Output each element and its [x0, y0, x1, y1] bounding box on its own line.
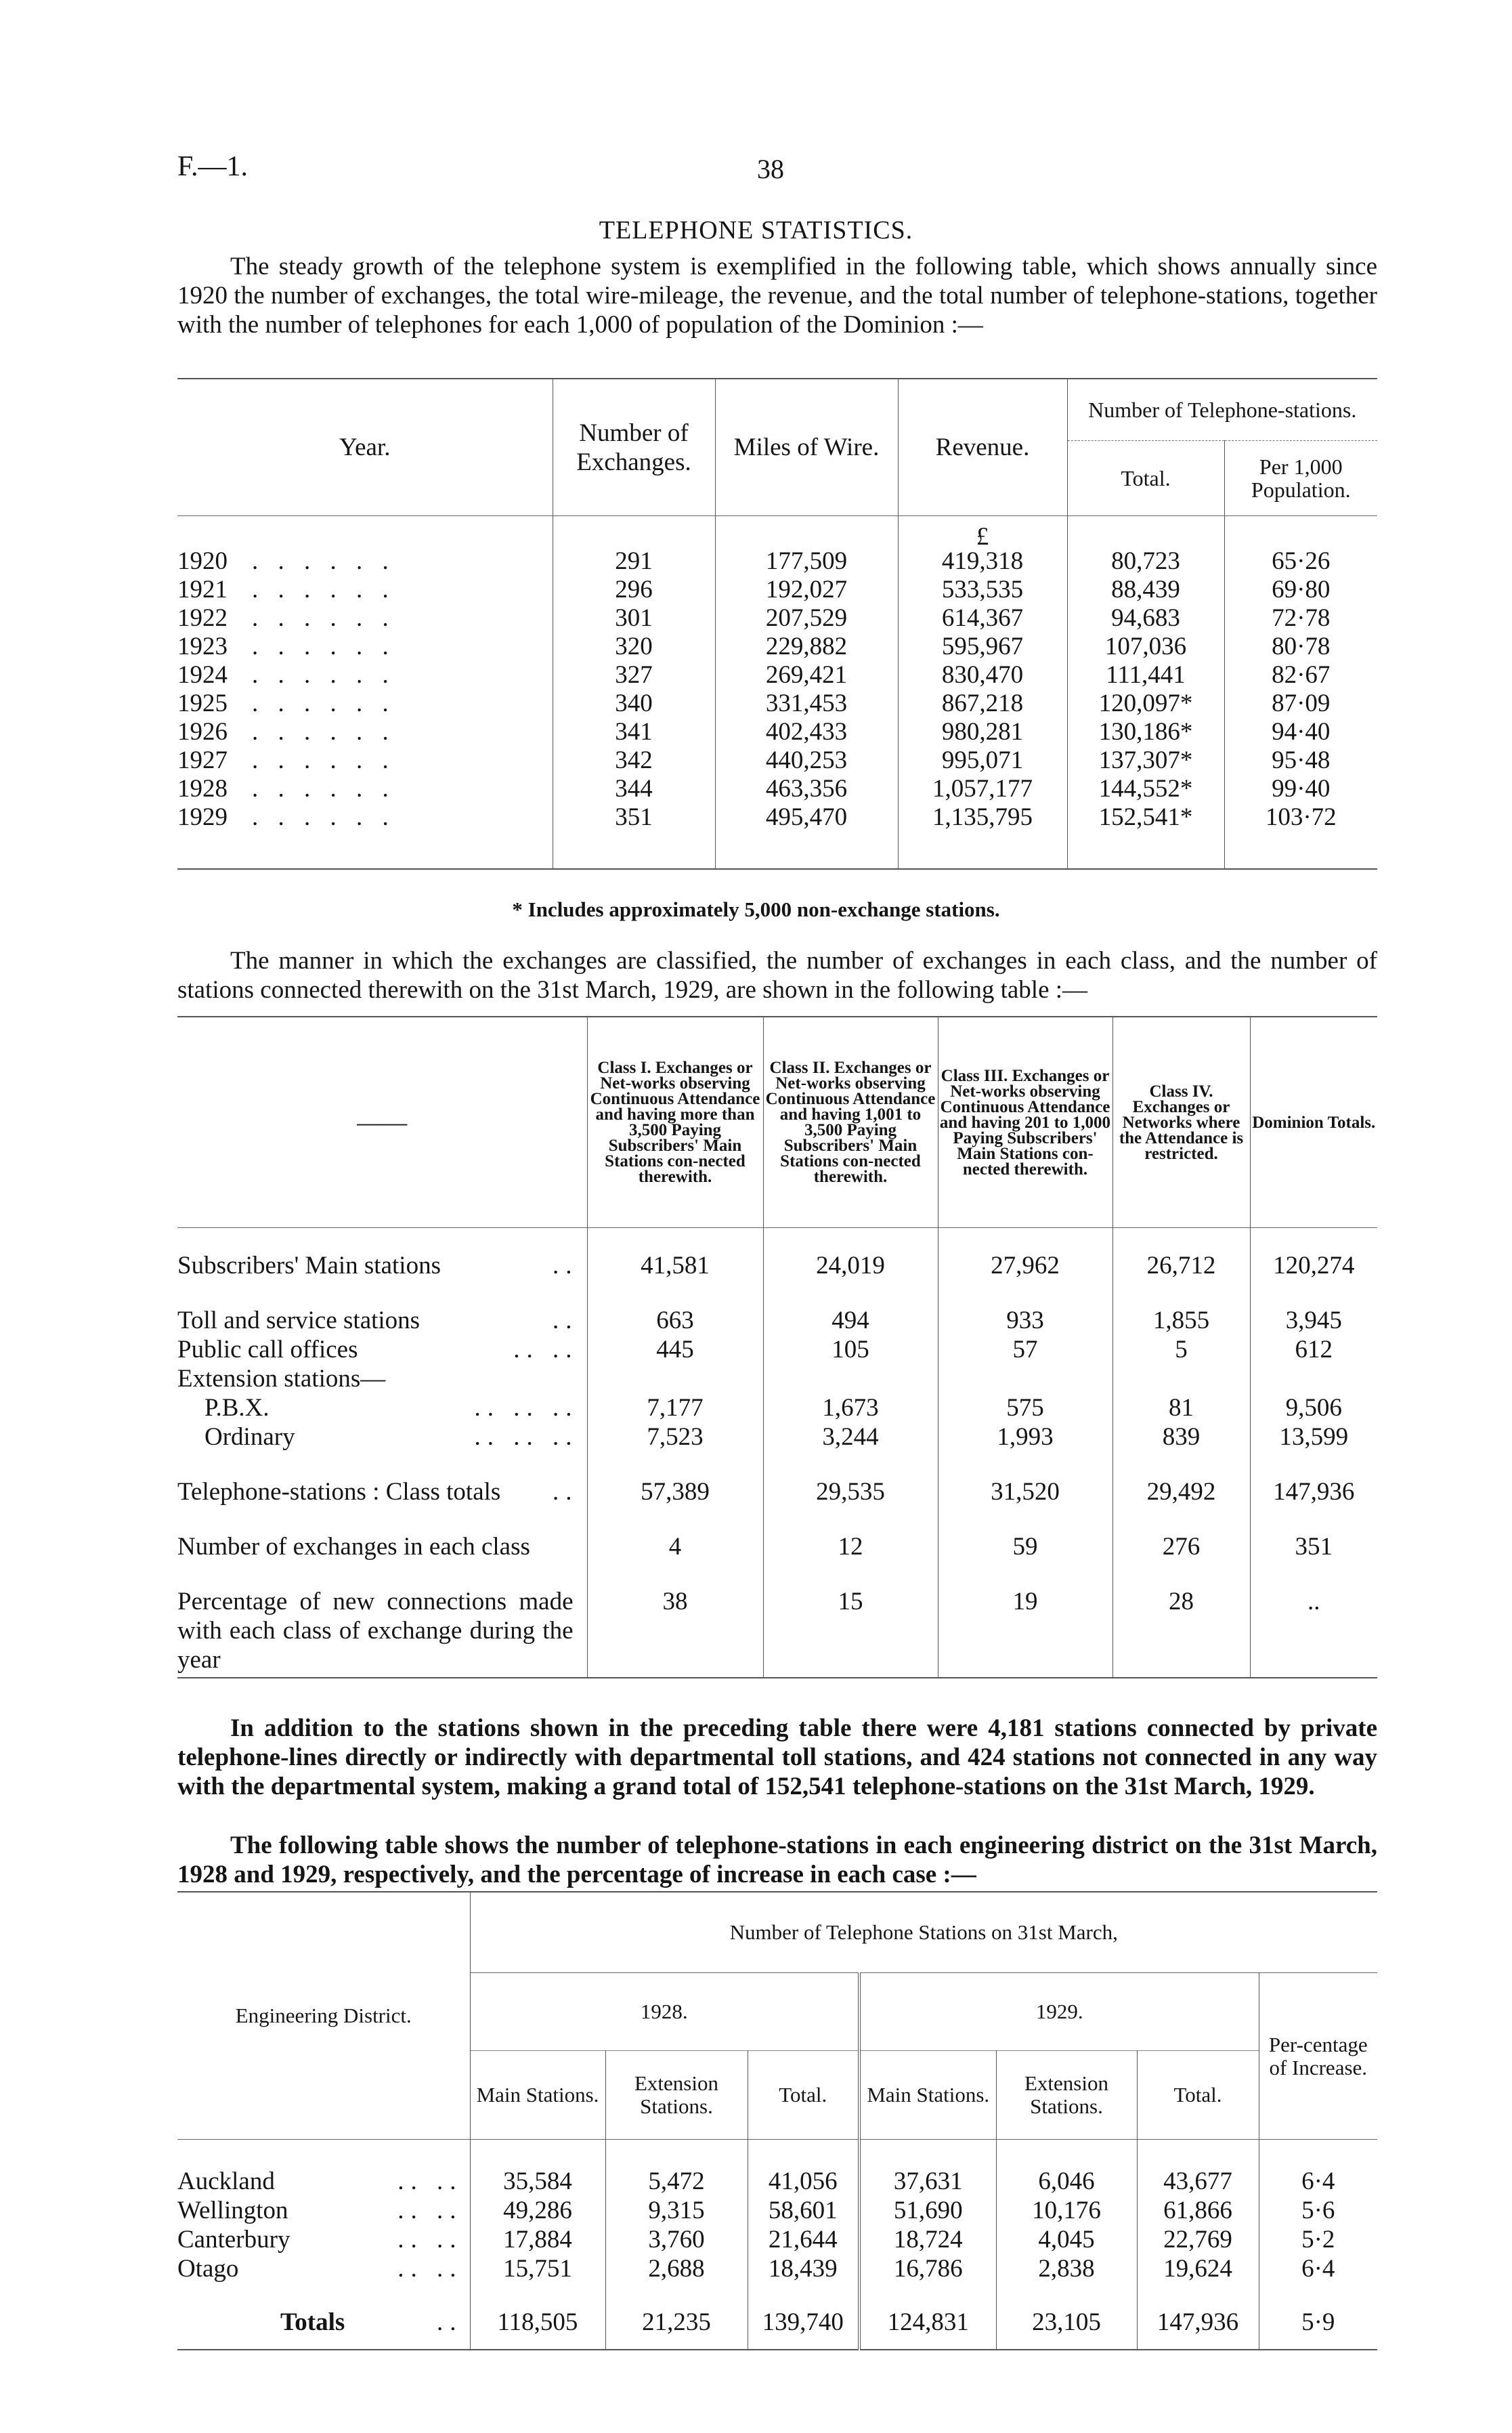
- additional-stations-paragraph: [177, 1714, 1377, 1801]
- class-value-cell: 1,855: [1113, 1280, 1250, 1335]
- m29-cell: 16,786: [859, 2254, 996, 2283]
- district-stations-table: [177, 1891, 1377, 2350]
- t28-cell: 58,601: [748, 2196, 859, 2225]
- pct-cell: 6·4: [1301, 2255, 1335, 2283]
- per1000-cell: 103·72: [1265, 803, 1337, 831]
- class-value-cell: [763, 1364, 938, 1393]
- revenue-cell: 533,535: [898, 576, 1067, 604]
- dot-leader: .. ..: [397, 2167, 463, 2195]
- dot-leader: .. ..: [397, 2197, 463, 2224]
- class-row: [177, 1364, 1377, 1393]
- class-value-cell: [1250, 1364, 1377, 1393]
- miles-header: Miles of Wire.: [715, 379, 898, 516]
- per1000-cell: 99·40: [1272, 775, 1331, 803]
- class-value-cell: 24,019: [763, 1228, 938, 1281]
- class-value-cell: ..: [1308, 1588, 1320, 1615]
- year-1929-header: 1929.: [859, 1973, 1259, 2051]
- miles-cell: 495,470: [715, 803, 898, 832]
- class-value-cell: 7,177: [587, 1393, 763, 1422]
- class-row: [177, 1228, 1377, 1281]
- row-label-cell: [177, 1452, 587, 1506]
- dot-leader: . . . . . .: [252, 718, 395, 746]
- row-label: Ordinary: [204, 1423, 295, 1451]
- total-1929-header: Total.: [1137, 2051, 1259, 2140]
- per1000-cell: 65·26: [1272, 547, 1331, 575]
- per1000-header: Per 1,000 Population.: [1224, 441, 1377, 516]
- m29-cell: 37,631: [859, 2167, 996, 2196]
- exchanges-cell: 320: [553, 633, 715, 661]
- class-row: [177, 1422, 1377, 1452]
- row-label: Telephone-stations : Class totals: [177, 1478, 501, 1506]
- dot-leader: ..: [437, 2308, 463, 2336]
- class-value-cell: 1,993: [938, 1422, 1113, 1452]
- miles-cell: 269,421: [715, 661, 898, 690]
- total-cell: 94,683: [1067, 604, 1224, 633]
- year-label: 1927: [177, 746, 228, 774]
- row-label: Number of exchanges in each class: [177, 1533, 530, 1561]
- per1000-cell: 69·80: [1272, 576, 1331, 604]
- year-row: [177, 633, 1377, 661]
- dot-leader: ..: [553, 1252, 579, 1279]
- district-row: [177, 2167, 1377, 2196]
- stub-header: ——: [177, 1017, 587, 1228]
- class2-header: Class II. Exchanges or Net-works observing Continuous Attendance and having 1,001 to 3,500 Paying Subscribers' Main Stations con-nected therewith.: [763, 1017, 938, 1228]
- exchanges-cell: 341: [553, 718, 715, 746]
- m29-cell: 51,690: [859, 2196, 996, 2225]
- district-label: Canterbury: [177, 2226, 290, 2254]
- miles-cell: 440,253: [715, 746, 898, 775]
- currency-symbol: £: [898, 516, 1067, 548]
- year-cell: [177, 775, 553, 803]
- class3-header: Class III. Exchanges or Net-works observing Continuous Attendance and having 201 to 1,000 Paying Subscribers' Main Stations con-nected therewith.: [938, 1017, 1113, 1228]
- m28-cell: 15,751: [470, 2254, 605, 2283]
- dot-leader: . . . . . .: [252, 775, 395, 803]
- year-cell: [177, 547, 553, 576]
- pct-cell: 5·9: [1301, 2308, 1335, 2336]
- year-row: [177, 775, 1377, 803]
- e29-cell: 2,838: [996, 2254, 1137, 2283]
- total-cell: 80,723: [1067, 547, 1224, 576]
- dot-leader: . . . . . .: [252, 746, 395, 774]
- year-cell: [177, 746, 553, 775]
- class-value-cell: 19: [938, 1561, 1113, 1678]
- row-label: Public call offices: [177, 1336, 358, 1363]
- district-label: Otago: [177, 2255, 239, 2283]
- dot-leader: .. ..: [397, 2255, 463, 2283]
- row-label: Subscribers' Main stations: [177, 1252, 441, 1279]
- district-cell: [177, 2254, 470, 2283]
- class-value-cell: 28: [1113, 1561, 1250, 1678]
- dot-leader: . . . . . .: [252, 803, 395, 831]
- revenue-cell: 995,071: [898, 746, 1067, 775]
- year-cell: [177, 661, 553, 690]
- t28-cell: 139,740: [748, 2283, 859, 2337]
- miles-cell: 229,882: [715, 633, 898, 661]
- exchanges-cell: 301: [553, 604, 715, 633]
- class-value-cell: 351: [1295, 1533, 1333, 1561]
- class-value-cell: 1,673: [763, 1393, 938, 1422]
- per1000-cell: 72·78: [1272, 604, 1331, 632]
- row-label-cell: [177, 1335, 587, 1364]
- e29-cell: 23,105: [996, 2283, 1137, 2337]
- dot-leader: . . . . . .: [252, 633, 395, 660]
- class-value-cell: 29,535: [763, 1452, 938, 1506]
- revenue-cell: 830,470: [898, 661, 1067, 690]
- pct-cell: 6·4: [1301, 2167, 1335, 2195]
- e29-cell: 4,045: [996, 2225, 1137, 2254]
- row-label-cell: [177, 1364, 587, 1393]
- year-label: 1920: [177, 547, 228, 575]
- dot-leader: . . . . . .: [252, 576, 395, 604]
- revenue-header: Revenue.: [898, 379, 1067, 516]
- year-row: [177, 661, 1377, 690]
- year-label: 1922: [177, 604, 228, 632]
- dot-leader: .. .. ..: [474, 1423, 579, 1451]
- exchanges-cell: 344: [553, 775, 715, 803]
- year-row: [177, 547, 1377, 576]
- class-value-cell: 3,244: [763, 1422, 938, 1452]
- t29-cell: 147,936: [1137, 2283, 1259, 2337]
- dot-leader: ..: [553, 1307, 579, 1334]
- district-row: [177, 2196, 1377, 2225]
- total-cell: 130,186*: [1067, 718, 1224, 746]
- total-cell: 111,441: [1067, 661, 1224, 690]
- row-label: Percentage of new connections made with each class of exchange during the year: [177, 1588, 574, 1674]
- row-label-cell: [177, 1280, 587, 1335]
- year-row: [177, 803, 1377, 832]
- per1000-cell: 80·78: [1272, 633, 1331, 660]
- year-header: Year.: [177, 379, 553, 516]
- class-value-cell: 31,520: [938, 1452, 1113, 1506]
- additional-stations-text: In addition to the stations shown in the preceding table there were 4,181 stations connected by private telephone-lines directly or indirectly with departmental toll stations, and 424 stations not connected in any way with the departmental system, making a grand total of 152,541 telephone-stations on the 31st March, 1929.: [177, 1714, 1377, 1800]
- year-label: 1926: [177, 718, 228, 746]
- row-label-cell: [177, 1506, 587, 1561]
- per1000-cell: 87·09: [1272, 690, 1331, 717]
- t28-cell: 41,056: [748, 2167, 859, 2196]
- telephone-growth-table: [177, 378, 1377, 870]
- row-label-cell: [177, 1393, 587, 1422]
- class1-header: Class I. Exchanges or Net-works observing Continuous Attendance and having more than 3,500 Paying Subscribers' Main Stations con-nected therewith.: [587, 1017, 763, 1228]
- year-cell: [177, 633, 553, 661]
- dot-leader: .. ..: [513, 1336, 579, 1363]
- total-cell: 152,541*: [1067, 803, 1224, 832]
- revenue-cell: 1,135,795: [898, 803, 1067, 832]
- page-number: 38: [757, 154, 784, 184]
- year-row: [177, 576, 1377, 604]
- miles-cell: 192,027: [715, 576, 898, 604]
- district-cell: [177, 2283, 470, 2337]
- class4-header: Class IV. Exchanges or Networks where the Attendance is restricted.: [1113, 1017, 1250, 1228]
- e28-cell: 5,472: [605, 2167, 748, 2196]
- table1-footnote: * Includes approximately 5,000 non-exchange stations.: [512, 897, 1000, 921]
- dot-leader: . . . . . .: [252, 604, 395, 632]
- revenue-cell: 1,057,177: [898, 775, 1067, 803]
- class-value-cell: 839: [1113, 1422, 1250, 1452]
- class-value-cell: 9,506: [1285, 1394, 1342, 1422]
- total-1928-header: Total.: [748, 2051, 859, 2140]
- row-label-cell: [177, 1228, 587, 1281]
- stations-group-header: Number of Telephone Stations on 31st March,: [470, 1892, 1377, 1973]
- exchanges-header: Number of Exchanges.: [553, 379, 715, 516]
- district-intro-text: The following table shows the number of telephone-stations in each engineering district on the 31st March, 1928 and 1929, respectively, and the percentage of increase in each case :—: [177, 1832, 1377, 1888]
- class-value-cell: 612: [1295, 1336, 1333, 1363]
- class-row: [177, 1506, 1377, 1561]
- classification-text: The manner in which the exchanges are classified, the number of exchanges in each class, and the number of stations connected therewith on the 31st March, 1929, are shown in the following table :—: [177, 947, 1377, 1004]
- class-value-cell: 120,274: [1273, 1252, 1355, 1279]
- class-value-cell: 13,599: [1279, 1423, 1349, 1451]
- row-label: Extension stations—: [177, 1365, 386, 1393]
- per1000-cell: 82·67: [1272, 661, 1331, 689]
- total-header: Total.: [1067, 441, 1224, 516]
- total-cell: 107,036: [1067, 633, 1224, 661]
- revenue-cell: 980,281: [898, 718, 1067, 746]
- class-value-cell: 445: [587, 1335, 763, 1364]
- t29-cell: 22,769: [1137, 2225, 1259, 2254]
- main-1929-header: Main Stations.: [859, 2051, 996, 2140]
- m28-cell: 17,884: [470, 2225, 605, 2254]
- exchanges-cell: 342: [553, 746, 715, 775]
- row-label: Toll and service stations: [177, 1307, 420, 1334]
- ext-1928-header: Extension Stations.: [605, 2051, 748, 2140]
- class-value-cell: 276: [1113, 1506, 1250, 1561]
- year-cell: [177, 803, 553, 832]
- dot-leader: . . . . . .: [252, 661, 395, 689]
- percentage-header: Per-centage of Increase.: [1259, 1973, 1377, 2140]
- e28-cell: 21,235: [605, 2283, 748, 2337]
- year-cell: [177, 604, 553, 633]
- year-cell: [177, 718, 553, 746]
- intro-paragraph: [177, 252, 1377, 339]
- exchanges-cell: 327: [553, 661, 715, 690]
- year-row: [177, 718, 1377, 746]
- class-row: [177, 1335, 1377, 1364]
- miles-cell: 463,356: [715, 775, 898, 803]
- section-title: TELEPHONE STATISTICS.: [599, 216, 913, 245]
- ext-1929-header: Extension Stations.: [996, 2051, 1137, 2140]
- m28-cell: 35,584: [470, 2167, 605, 2196]
- year-cell: [177, 690, 553, 718]
- district-cell: [177, 2196, 470, 2225]
- year-row: [177, 690, 1377, 718]
- year-label: 1921: [177, 576, 228, 604]
- e29-cell: 6,046: [996, 2167, 1137, 2196]
- t28-cell: 21,644: [748, 2225, 859, 2254]
- exchanges-cell: 296: [553, 576, 715, 604]
- totals-row: [177, 2283, 1377, 2337]
- class-value-cell: 59: [938, 1506, 1113, 1561]
- intro-text: The steady growth of the telephone system is exemplified in the following table, which shows annually since 1920 the number of exchanges, the total wire-mileage, the revenue, and the total number of telephone-stations, together with the number of telephones for each 1,000 of population of the Dominion :—: [177, 253, 1377, 339]
- totals-header: Dominion Totals.: [1252, 1113, 1376, 1132]
- year-label: 1924: [177, 661, 228, 689]
- year-label: 1929: [177, 803, 228, 831]
- class-value-cell: 4: [587, 1506, 763, 1561]
- year-label: 1923: [177, 633, 228, 660]
- e28-cell: 3,760: [605, 2225, 748, 2254]
- class-value-cell: 663: [587, 1280, 763, 1335]
- pct-cell: 5·6: [1301, 2197, 1335, 2224]
- total-cell: 88,439: [1067, 576, 1224, 604]
- class-value-cell: 12: [763, 1506, 938, 1561]
- row-label-cell: [177, 1561, 587, 1678]
- miles-cell: 331,453: [715, 690, 898, 718]
- district-intro-paragraph: [177, 1831, 1377, 1889]
- class-row: [177, 1561, 1377, 1678]
- m29-cell: 18,724: [859, 2225, 996, 2254]
- class-value-cell: 494: [763, 1280, 938, 1335]
- class-row: [177, 1393, 1377, 1422]
- district-label: Auckland: [177, 2167, 275, 2195]
- year-label: 1928: [177, 775, 228, 803]
- total-cell: 120,097*: [1067, 690, 1224, 718]
- miles-cell: 207,529: [715, 604, 898, 633]
- per1000-cell: 95·48: [1272, 746, 1331, 774]
- main-1928-header: Main Stations.: [470, 2051, 605, 2140]
- exchanges-cell: 291: [553, 547, 715, 576]
- total-cell: 137,307*: [1067, 746, 1224, 775]
- m29-cell: 124,831: [859, 2283, 996, 2337]
- revenue-cell: 595,967: [898, 633, 1067, 661]
- year-1928-header: 1928.: [470, 1973, 859, 2051]
- per1000-cell: 94·40: [1272, 718, 1331, 746]
- row-label: P.B.X.: [204, 1394, 269, 1422]
- year-row: [177, 604, 1377, 633]
- dot-leader: ..: [553, 1478, 579, 1506]
- t29-cell: 43,677: [1137, 2167, 1259, 2196]
- total-cell: 144,552*: [1067, 775, 1224, 803]
- class-value-cell: 147,936: [1273, 1478, 1355, 1506]
- class-row: [177, 1280, 1377, 1335]
- district-cell: [177, 2225, 470, 2254]
- district-row: [177, 2254, 1377, 2283]
- e28-cell: 9,315: [605, 2196, 748, 2225]
- t29-cell: 61,866: [1137, 2196, 1259, 2225]
- district-label: Wellington: [177, 2197, 288, 2224]
- class-value-cell: 5: [1113, 1335, 1250, 1364]
- class-value-cell: 27,962: [938, 1228, 1113, 1281]
- year-row: [177, 746, 1377, 775]
- year-cell: [177, 576, 553, 604]
- district-header: Engineering District.: [177, 1892, 470, 2140]
- class-value-cell: 105: [763, 1335, 938, 1364]
- class-value-cell: 81: [1113, 1393, 1250, 1422]
- stations-header: Number of Telephone-stations.: [1067, 379, 1377, 441]
- class-value-cell: 7,523: [587, 1422, 763, 1452]
- class-value-cell: 15: [763, 1561, 938, 1678]
- class-value-cell: [587, 1364, 763, 1393]
- revenue-cell: 867,218: [898, 690, 1067, 718]
- classification-paragraph: [177, 946, 1377, 1004]
- revenue-cell: 614,367: [898, 604, 1067, 633]
- class-value-cell: 41,581: [587, 1228, 763, 1281]
- dot-leader: . . . . . .: [252, 690, 395, 717]
- dot-leader: . . . . . .: [252, 547, 395, 575]
- class-value-cell: 3,945: [1285, 1307, 1342, 1334]
- exchange-classification-table: [177, 1016, 1377, 1678]
- class-row: [177, 1452, 1377, 1506]
- class-value-cell: 57,389: [587, 1452, 763, 1506]
- exchanges-cell: 351: [553, 803, 715, 832]
- m28-cell: 49,286: [470, 2196, 605, 2225]
- t29-cell: 19,624: [1137, 2254, 1259, 2283]
- dot-leader: .. .. ..: [474, 1394, 579, 1422]
- class-value-cell: 575: [938, 1393, 1113, 1422]
- class-value-cell: 29,492: [1113, 1452, 1250, 1506]
- dot-leader: .. ..: [397, 2226, 463, 2254]
- exchanges-cell: 340: [553, 690, 715, 718]
- pct-cell: 5·2: [1301, 2226, 1335, 2254]
- class-value-cell: 933: [938, 1280, 1113, 1335]
- document-reference: F.—1.: [177, 151, 248, 182]
- miles-cell: 402,433: [715, 718, 898, 746]
- miles-cell: 177,509: [715, 547, 898, 576]
- t28-cell: 18,439: [748, 2254, 859, 2283]
- e29-cell: 10,176: [996, 2196, 1137, 2225]
- class-value-cell: 26,712: [1113, 1228, 1250, 1281]
- district-label: Totals: [280, 2308, 345, 2336]
- district-row: [177, 2225, 1377, 2254]
- m28-cell: 118,505: [470, 2283, 605, 2337]
- revenue-cell: 419,318: [898, 547, 1067, 576]
- district-cell: [177, 2167, 470, 2196]
- row-label-cell: [177, 1422, 587, 1452]
- year-label: 1925: [177, 690, 228, 717]
- class-value-cell: 57: [938, 1335, 1113, 1364]
- class-value-cell: [938, 1364, 1113, 1393]
- class-value-cell: [1113, 1364, 1250, 1393]
- class-value-cell: 38: [587, 1561, 763, 1678]
- e28-cell: 2,688: [605, 2254, 748, 2283]
